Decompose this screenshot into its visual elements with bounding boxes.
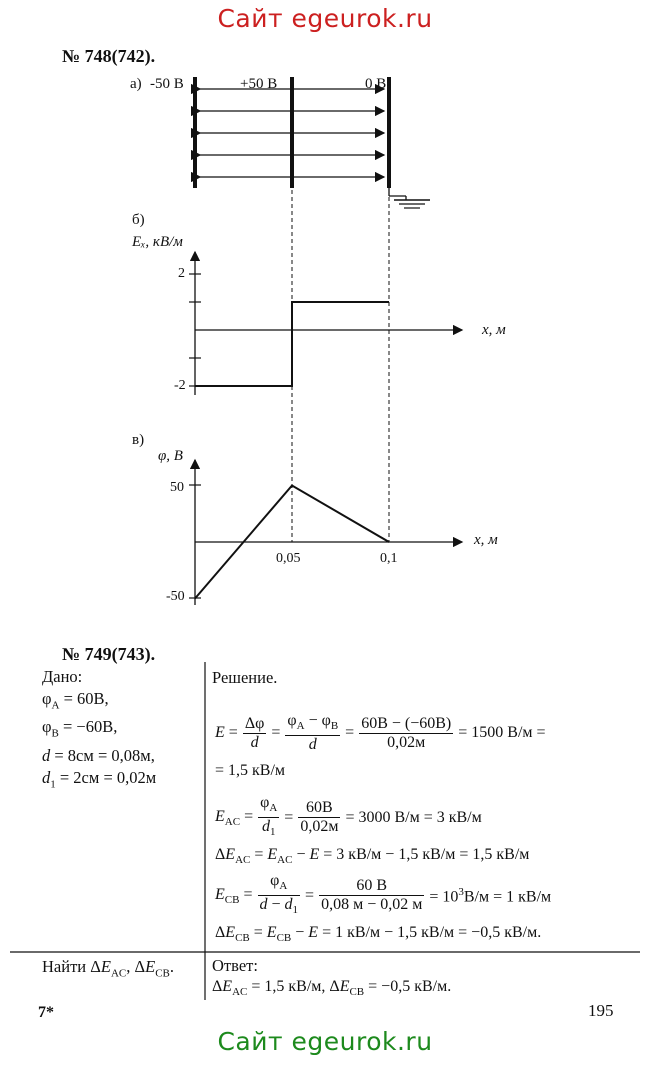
equation-1: E = $\frac{\Delta\varphi}{d}$ = $\frac{\varphi_A - \varphi_B}{d}$ = $\frac{60В - (-60В)}{0,02м}$ = 1500 В/м = [215, 712, 546, 754]
part-c-label: в) [132, 432, 145, 448]
given-title: Дано: [42, 667, 83, 686]
field-x-axis-label: x, м [482, 322, 506, 338]
potential-xtick-005: 0,05 [276, 551, 301, 566]
potential-chart-axes [189, 460, 462, 605]
problem-748-number: № 748(742). [62, 46, 156, 66]
site-watermark-bottom: Сайт egeurok.ru [217, 1027, 433, 1056]
ground-icon [389, 188, 430, 208]
eq1-lhs: E = [215, 724, 238, 742]
footer-mark: 7* [38, 1004, 54, 1021]
equation-5: $\Delta E_{CB} = E_{CB} - E = 1$ кВ/м − 1,5 кВ/м = −0,5 кВ/м. [215, 924, 542, 945]
eq4-lhs: $E_{CB}$ = [215, 885, 253, 906]
eq1-frac-1: $\frac{\Delta\varphi}{d}$ [244, 714, 265, 751]
page-number: 195 [588, 1001, 614, 1020]
site-watermark-top: Сайт egeurok.ru [217, 4, 433, 33]
equation-2: $E_{AC}$ = $\frac{\varphi_A}{d_1}$ = $\frac{60В}{0,02м}$ = 3000 В/м = 3 кВ/м [215, 794, 482, 841]
part-b-label: б) [132, 212, 145, 228]
eq1-rhs: = 1500 В/м = [458, 724, 546, 742]
given-phiA: $\varphi_A = 60В$, [42, 689, 109, 712]
capacitor-diagram [195, 77, 430, 208]
eq4-frac-1: $\frac{\varphi_A}{d - d_1}$ [259, 872, 299, 917]
eq2-lhs: $E_{AC}$ = [215, 807, 254, 828]
eq2-frac-2: $\frac{60В}{0,02м}$ [300, 799, 339, 836]
eq4-rhs: = $10^3В/м = 1$ кВ/м [429, 885, 552, 905]
solution-title: Решение. [212, 668, 278, 687]
equation-3: $\Delta E_{AC} = E_{AC} - E = 3$ кВ/м − 1,5 кВ/м = 1,5 кВ/м [215, 846, 530, 867]
field-chart-axes [189, 252, 462, 395]
given-block [42, 666, 156, 795]
part-a-label: а) [130, 76, 142, 92]
eq1-frac-3: $\frac{60В - (-60В)}{0,02м}$ [361, 714, 452, 751]
plate-3-potential: 0 В [365, 76, 387, 92]
eq4-frac-2: $\frac{60 В}{0,08 м - 0,02 м}$ [321, 877, 423, 914]
given-d: d = 8см = 0,08м, [42, 745, 155, 765]
potential-ytick-minus50: -50 [166, 589, 185, 604]
answer-text: $\Delta E_{AC} = 1,5$ кВ/м, $\Delta E_{CB} = -0,5$ кВ/м. [212, 978, 452, 999]
equation-1-continued: = 1,5 кВ/м [215, 762, 286, 779]
potential-y-axis-label: φ, В [158, 448, 183, 464]
problem-749-number: № 749(743). [62, 644, 156, 664]
plate-2-potential: +50 В [240, 76, 278, 92]
potential-ytick-50: 50 [170, 480, 184, 495]
field-y-axis-label: Eₓ, кВ/м [132, 234, 183, 250]
potential-x-axis-label: x, м [474, 532, 498, 548]
potential-xtick-01: 0,1 [380, 551, 398, 566]
equation-4: $E_{CB}$ = $\frac{\varphi_A}{d - d_1}$ = $\frac{60 В}{0,08 м - 0,02 м}$ = $10^3В/м = 1$ кВ/м [215, 872, 551, 919]
eq1-frac-2: $\frac{\varphi_A - \varphi_B}{d}$ [287, 712, 339, 754]
eq2-rhs: = 3000 В/м = 3 кВ/м [345, 808, 482, 826]
given-d1: $d_1 = 2см = 0,02м$ [42, 767, 157, 790]
field-ytick-minus2: -2 [174, 378, 186, 393]
find-line: Найти $\Delta E_{AC}$, $\Delta E_{CB}$. [42, 957, 175, 980]
field-series-line [195, 302, 389, 386]
given-phiB: $\varphi_B = -60В$, [42, 717, 118, 740]
answer-title: Ответ: [212, 956, 258, 975]
plate-1-potential: -50 В [150, 76, 184, 92]
field-ytick-2: 2 [178, 266, 185, 281]
eq2-frac-1: $\frac{\varphi_A}{d_1}$ [260, 794, 278, 839]
